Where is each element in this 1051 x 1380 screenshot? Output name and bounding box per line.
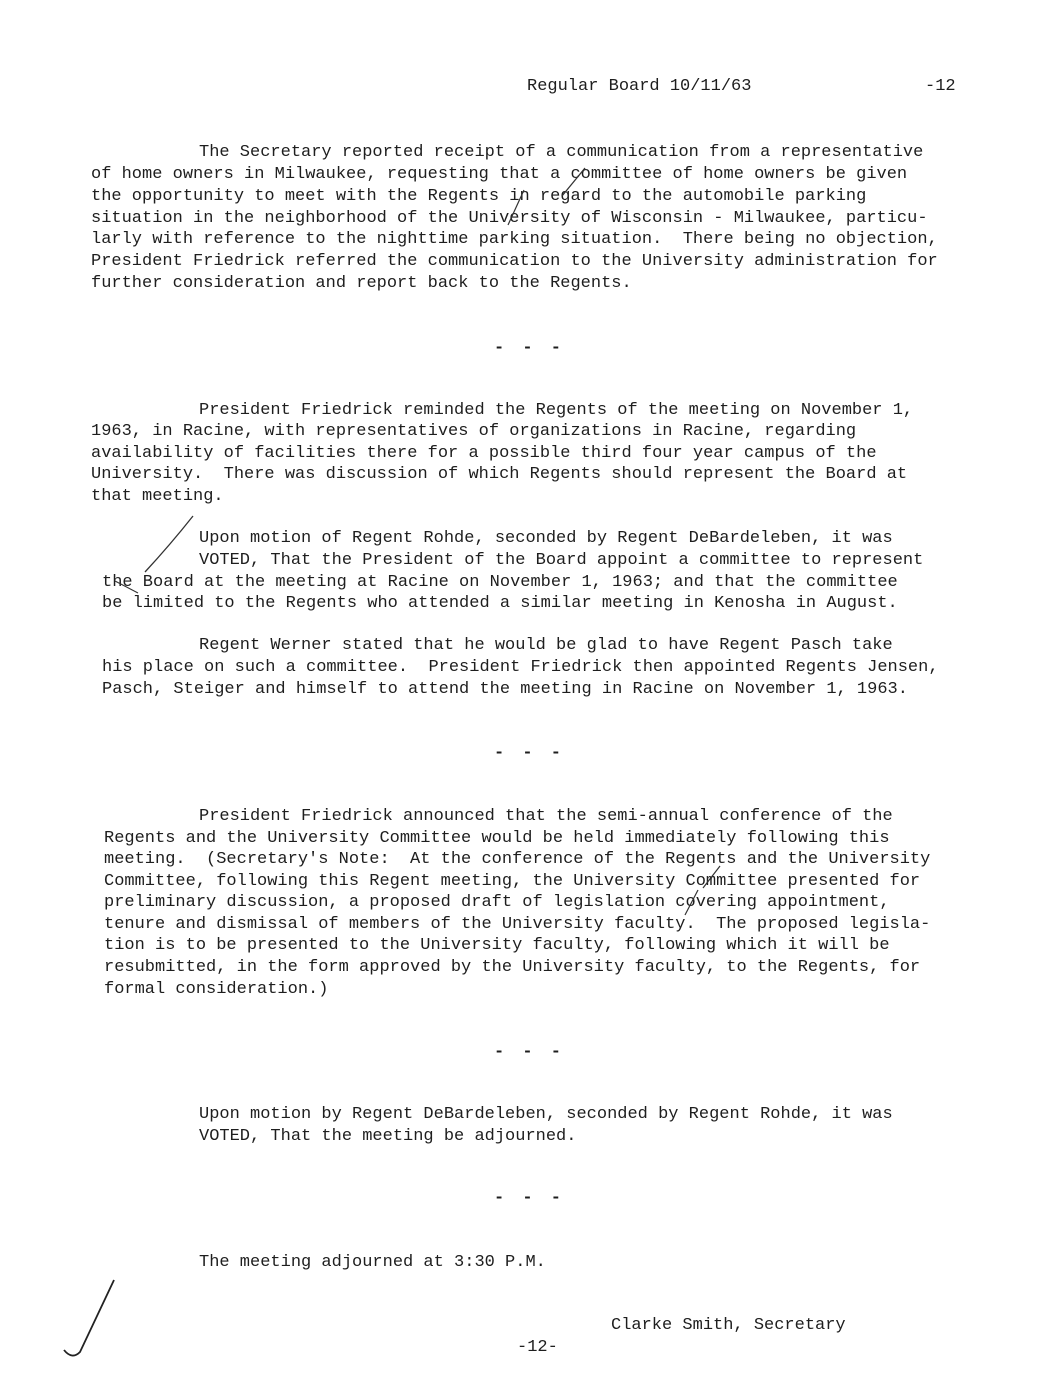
text-line: his place on such a committee. President Friedrick then appointed Regents Jensen, <box>102 658 939 677</box>
text-line: formal consideration.) <box>104 980 329 999</box>
secretary-signature: Clarke Smith, Secretary <box>611 1316 846 1335</box>
section-separator: - - - <box>494 1189 566 1208</box>
text-line: of home owners in Milwaukee, requesting that a committee of home owners be given <box>91 165 908 184</box>
text-line: Upon motion by Regent DeBardeleben, seconded by Regent Rohde, it was <box>199 1105 893 1124</box>
header-page-label: -12 <box>925 77 956 96</box>
text-line: resubmitted, in the form approved by the University faculty, to the Regents, for <box>104 958 921 977</box>
text-line: President Friedrick reminded the Regents of the meeting on November 1, <box>199 401 914 420</box>
text-line: the opportunity to meet with the Regents in regard to the automobile parking <box>91 187 867 206</box>
text-line: The Secretary reported receipt of a communication from a representative <box>199 143 924 162</box>
text-line: Regents and the University Committee would be held immediately following this <box>104 829 890 848</box>
text-line: President Friedrick referred the communication to the University administration for <box>91 252 938 271</box>
adjournment-time: The meeting adjourned at 3:30 P.M. <box>199 1253 546 1272</box>
text-line: larly with reference to the nighttime parking situation. There being no objection, <box>91 230 938 249</box>
text-line: the Board at the meeting at Racine on November 1, 1963; and that the committee <box>102 573 898 592</box>
text-line: Upon motion of Regent Rohde, seconded by Regent DeBardeleben, it was <box>199 529 893 548</box>
text-line: availability of facilities there for a possible third four year campus of the <box>91 444 877 463</box>
text-line: Pasch, Steiger and himself to attend the meeting in Racine on November 1, 1963. <box>102 680 908 699</box>
text-line: further consideration and report back to the Regents. <box>91 274 632 293</box>
header-title: Regular Board 10/11/63 <box>527 77 752 96</box>
text-line: 1963, in Racine, with representatives of organizations in Racine, regarding <box>91 422 857 441</box>
text-line: situation in the neighborhood of the University of Wisconsin - Milwaukee, particu- <box>91 209 928 228</box>
text-line: Regent Werner stated that he would be glad to have Regent Pasch take <box>199 636 893 655</box>
text-line: be limited to the Regents who attended a similar meeting in Kenosha in August. <box>102 594 898 613</box>
text-line: VOTED, That the President of the Board appoint a committee to represent <box>199 551 924 570</box>
text-line: University. There was discussion of which Regents should represent the Board at <box>91 465 908 484</box>
page-number: -12- <box>517 1338 558 1357</box>
section-separator: - - - <box>494 1043 566 1062</box>
section-separator: - - - <box>494 339 566 358</box>
text-line: VOTED, That the meeting be adjourned. <box>199 1127 577 1146</box>
text-line: preliminary discussion, a proposed draft of legislation covering appointment, <box>104 893 890 912</box>
text-line: tion is to be presented to the University faculty, following which it will be <box>104 936 890 955</box>
text-line: meeting. (Secretary's Note: At the conference of the Regents and the University <box>104 850 931 869</box>
text-line: President Friedrick announced that the semi-annual conference of the <box>199 807 893 826</box>
text-line: Committee, following this Regent meeting, the University Committee presented for <box>104 872 921 891</box>
section-separator: - - - <box>494 744 566 763</box>
text-line: tenure and dismissal of members of the University faculty. The proposed legisla- <box>104 915 931 934</box>
text-line: that meeting. <box>91 487 224 506</box>
